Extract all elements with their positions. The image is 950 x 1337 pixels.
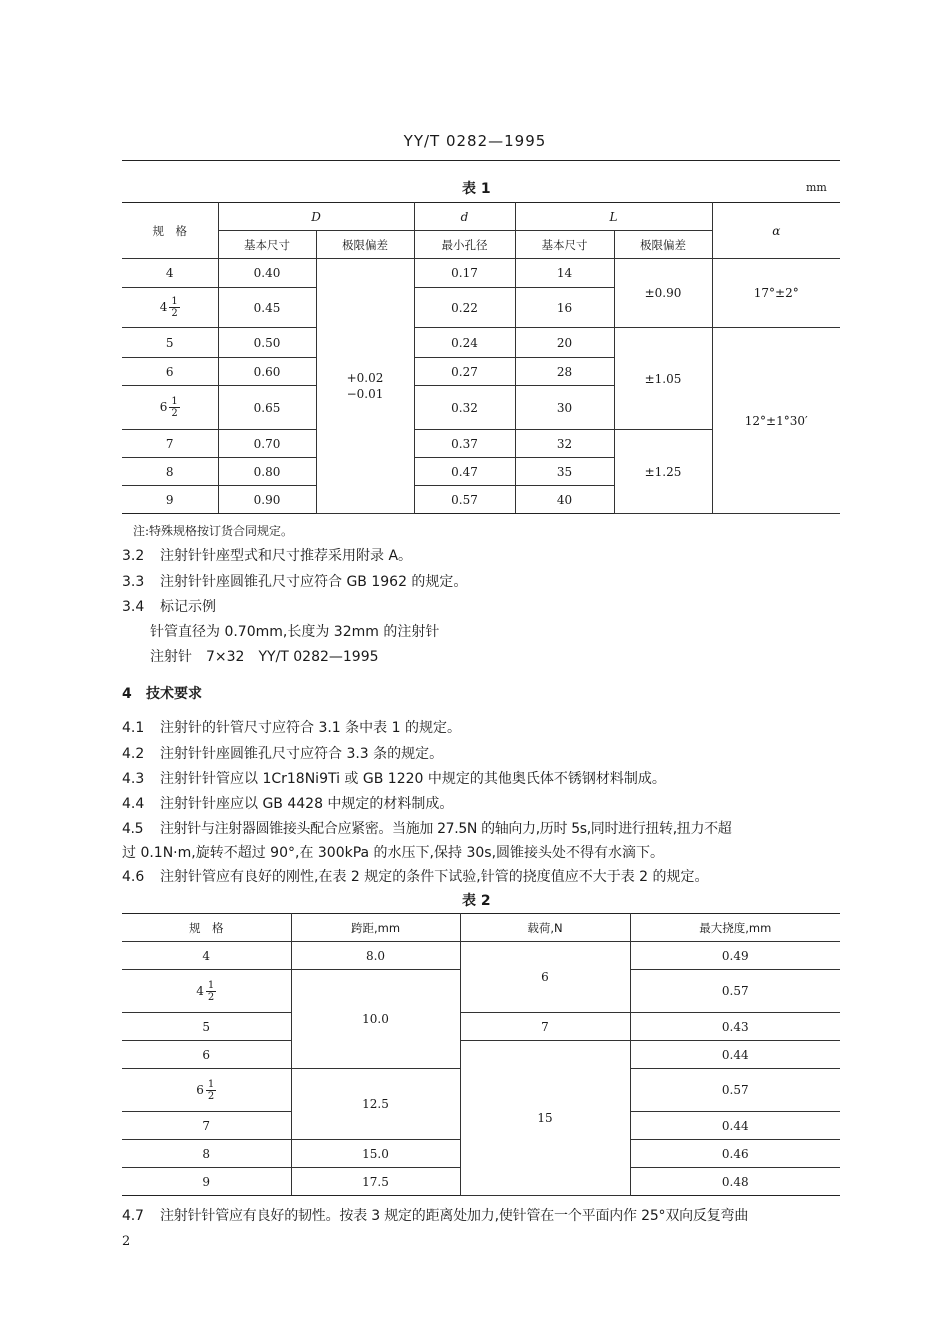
fraction: $\frac{1}{2}$ <box>207 1078 215 1102</box>
span-cell: 12.5 <box>291 1069 460 1140</box>
para-3-4: 3.4 标记示例 <box>122 599 216 615</box>
para-4-6: 4.6 注射针管应有良好的刚性,在表 2 规定的条件下试验,针管的挠度值应不大于表 2 的规定。 <box>122 869 709 885</box>
table1-header-L-basic: 基本尺寸 <box>515 231 614 259</box>
d-basic-cell: 0.50 <box>218 328 316 358</box>
d-min-cell: 0.57 <box>414 486 515 514</box>
d-min-cell: 0.27 <box>414 358 515 386</box>
spec-cell: 6 $\frac{1}{2}$ <box>122 386 218 430</box>
spec-cell: 8 <box>122 458 218 486</box>
table-row <box>122 1041 840 1069</box>
table-row <box>122 1013 840 1041</box>
table1-header-D: D <box>218 203 414 231</box>
load-cell: 15 <box>460 1041 630 1196</box>
d-basic-cell: 0.40 <box>218 259 316 288</box>
d-basic-cell: 0.45 <box>218 288 316 328</box>
d-min-cell: 0.24 <box>414 328 515 358</box>
deflection-cell: 0.57 <box>630 970 840 1013</box>
D-tol-lower: −0.01 <box>346 387 384 401</box>
D-tol-upper: +0.02 <box>346 371 384 385</box>
marking-example-line1: 针管直径为 0.70mm,长度为 32mm 的注射针 <box>150 624 440 640</box>
d-min-cell: 0.37 <box>414 430 515 458</box>
table-row <box>122 942 840 970</box>
table1-header-spec: 规 格 <box>122 203 218 259</box>
spec-cell: 5 <box>122 1013 291 1041</box>
span-cell: 17.5 <box>291 1168 460 1196</box>
table2 <box>122 913 840 1196</box>
fraction: $\frac{1}{2}$ <box>207 979 215 1003</box>
d-basic-cell: 0.60 <box>218 358 316 386</box>
d-min-cell: 0.32 <box>414 386 515 430</box>
page-number: 2 <box>122 1234 131 1249</box>
table-row <box>122 328 840 358</box>
spec-cell: 7 <box>122 1112 291 1140</box>
spec-cell: 4 <box>122 259 218 288</box>
L-tol-cell: ±0.90 <box>614 259 712 328</box>
para-4-1: 4.1 注射针的针管尺寸应符合 3.1 条中表 1 的规定。 <box>122 720 461 736</box>
d-min-cell: 0.22 <box>414 288 515 328</box>
table2-caption: 表 2 <box>462 893 491 909</box>
spec-cell: 4 <box>122 942 291 970</box>
table1-header-L: L <box>515 203 712 231</box>
load-cell: 7 <box>460 1013 630 1041</box>
L-tol-cell: ±1.25 <box>614 430 712 514</box>
spec-cell: 6 <box>122 1041 291 1069</box>
spec-cell: 4 $\frac{1}{2}$ <box>122 288 218 328</box>
spec-cell: 6 <box>122 358 218 386</box>
table2-header-spec: 规 格 <box>122 914 291 942</box>
para-3-2: 3.2 注射针针座型式和尺寸推荐采用附录 A。 <box>122 548 413 564</box>
deflection-cell: 0.44 <box>630 1112 840 1140</box>
table2-header-span: 跨距,mm <box>291 914 460 942</box>
table2-header-load: 载荷,N <box>460 914 630 942</box>
table1-header-alpha: α <box>712 203 840 259</box>
d-basic-cell: 0.80 <box>218 458 316 486</box>
para-4-5: 4.5 注射针与注射器圆锥接头配合应紧密。当施加 27.5N 的轴向力,历时 5s,同时进行扭转,扭力不超 <box>122 821 732 837</box>
alpha-cell: 17°±2° <box>712 259 840 328</box>
para-4-5-cont: 过 0.1N·m,旋转不超过 90°,在 300kPa 的水压下,保持 30s,圆锥接头处不得有水滴下。 <box>122 845 665 861</box>
L-basic-cell: 16 <box>515 288 614 328</box>
spec-cell: 8 <box>122 1140 291 1168</box>
spec-cell: 6 $\frac{1}{2}$ <box>122 1069 291 1112</box>
spec-cell: 5 <box>122 328 218 358</box>
table2-header-deflection: 最大挠度,mm <box>630 914 840 942</box>
spec-cell: 9 <box>122 1168 291 1196</box>
table1-header-D-basic: 基本尺寸 <box>218 231 316 259</box>
L-basic-cell: 35 <box>515 458 614 486</box>
L-basic-cell: 20 <box>515 328 614 358</box>
table1-header-L-tol: 极限偏差 <box>614 231 712 259</box>
table1-unit: mm <box>806 181 827 194</box>
para-3-3: 3.3 注射针针座圆锥孔尺寸应符合 GB 1962 的规定。 <box>122 574 468 590</box>
d-basic-cell: 0.70 <box>218 430 316 458</box>
para-4-2: 4.2 注射针针座圆锥孔尺寸应符合 3.3 条的规定。 <box>122 746 444 762</box>
table1 <box>122 202 840 514</box>
para-4-4: 4.4 注射针针座应以 GB 4428 中规定的材料制成。 <box>122 796 454 812</box>
d-basic-cell: 0.65 <box>218 386 316 430</box>
L-basic-cell: 40 <box>515 486 614 514</box>
para-4-7: 4.7 注射针针管应有良好的韧性。按表 3 规定的距离处加力,使针管在一个平面内作 25°双向反复弯曲 <box>122 1208 749 1224</box>
L-basic-cell: 28 <box>515 358 614 386</box>
L-basic-cell: 14 <box>515 259 614 288</box>
table-row <box>122 259 840 288</box>
table1-note: 注:特殊规格按订货合同规定。 <box>133 524 294 538</box>
table1-header-D-tol: 极限偏差 <box>316 231 414 259</box>
L-basic-cell: 32 <box>515 430 614 458</box>
standard-code: YY/T 0282—1995 <box>403 132 547 150</box>
d-min-cell: 0.17 <box>414 259 515 288</box>
d-min-cell: 0.47 <box>414 458 515 486</box>
table1-caption: 表 1 <box>462 181 491 197</box>
D-tolerance-cell <box>316 259 414 514</box>
span-cell: 8.0 <box>291 942 460 970</box>
d-basic-cell: 0.90 <box>218 486 316 514</box>
load-cell: 6 <box>460 942 630 1013</box>
para-4-3: 4.3 注射针针管应以 1Cr18Ni9Ti 或 GB 1220 中规定的其他奥氏体不锈钢材料制成。 <box>122 771 666 787</box>
fraction: $\frac{1}{2}$ <box>171 396 178 419</box>
deflection-cell: 0.49 <box>630 942 840 970</box>
span-cell: 10.0 <box>291 970 460 1069</box>
deflection-cell: 0.46 <box>630 1140 840 1168</box>
section-4-title: 4 技术要求 <box>122 686 202 702</box>
deflection-cell: 0.44 <box>630 1041 840 1069</box>
header-rule <box>122 160 840 161</box>
L-tol-cell: ±1.05 <box>614 328 712 430</box>
span-cell: 15.0 <box>291 1140 460 1168</box>
deflection-cell: 0.48 <box>630 1168 840 1196</box>
spec-cell: 9 <box>122 486 218 514</box>
deflection-cell: 0.43 <box>630 1013 840 1041</box>
alpha-cell: 12°±1°30′ <box>712 328 840 514</box>
spec-cell: 4 $\frac{1}{2}$ <box>122 970 291 1013</box>
deflection-cell: 0.57 <box>630 1069 840 1112</box>
spec-cell: 7 <box>122 430 218 458</box>
marking-example-line2: 注射针 7×32 YY/T 0282—1995 <box>150 649 379 665</box>
fraction: $\frac{1}{2}$ <box>171 296 178 319</box>
L-basic-cell: 30 <box>515 386 614 430</box>
table1-header-d-min: 最小孔径 <box>414 231 515 259</box>
table1-header-d: d <box>414 203 515 231</box>
